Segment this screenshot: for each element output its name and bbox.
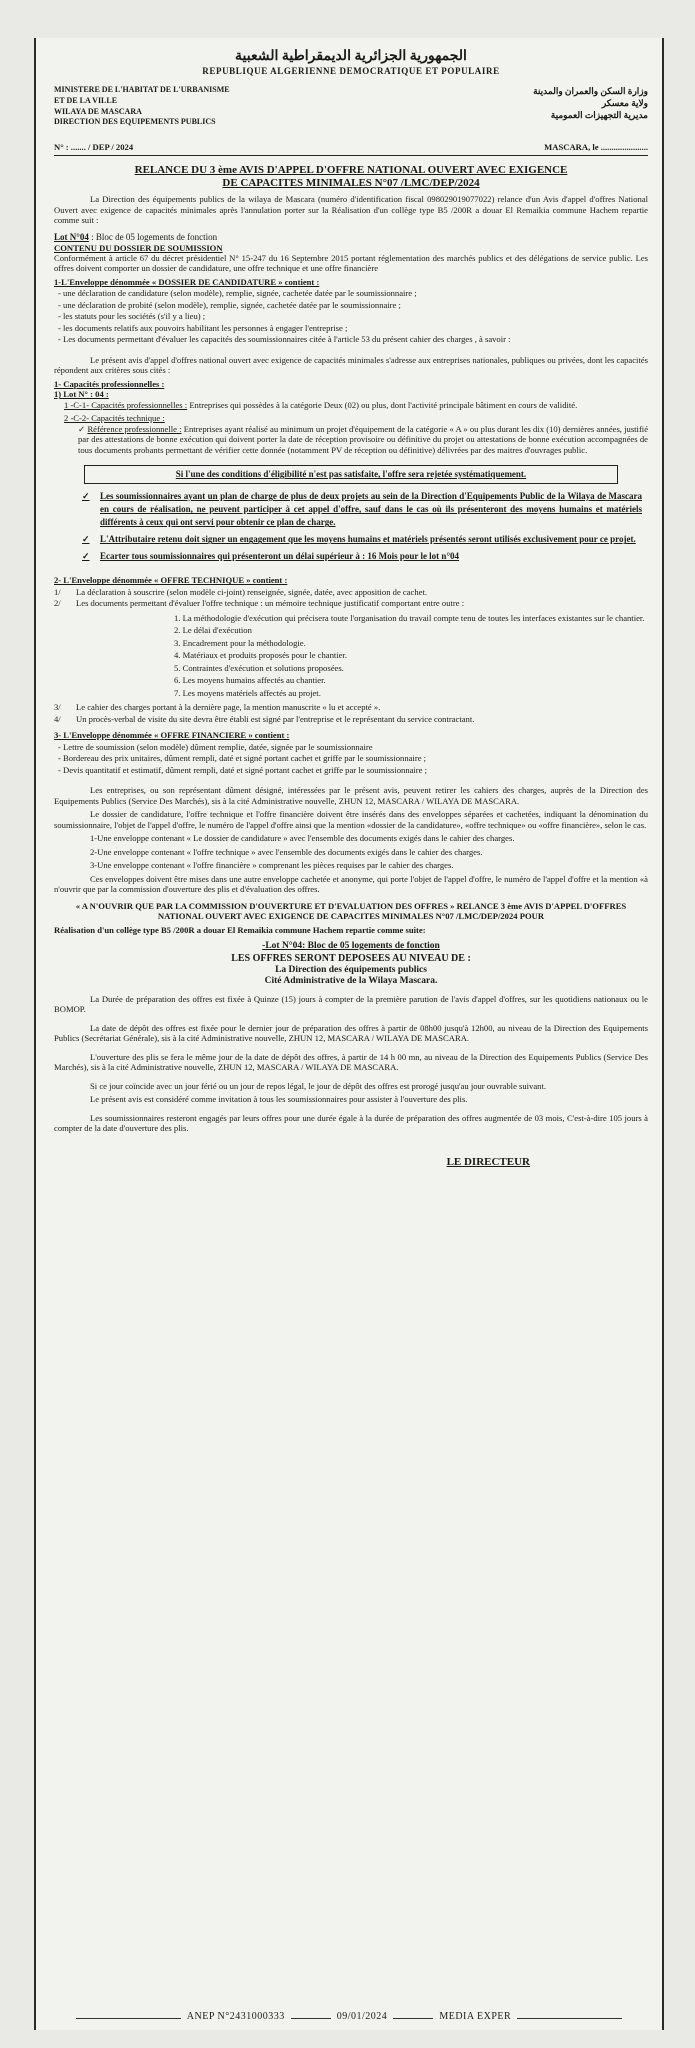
fin-title: 3- L'Enveloppe dénommée « OFFRE FINANCIERE » contient : bbox=[54, 730, 290, 741]
item-number: 4/ bbox=[54, 713, 61, 724]
item-number: 2/ bbox=[54, 598, 61, 609]
signature: LE DIRECTEUR bbox=[446, 1155, 530, 1168]
tech-item bbox=[54, 587, 648, 597]
realisation-line: Réalisation d'un collège type B5 /200R a douar El Remaikia commune Hachem repartie comme suite: bbox=[54, 924, 426, 935]
paragraph: 3-Une enveloppe contenant « l'offre financière » comprenant les pièces requises par le cahier des charges. bbox=[90, 860, 454, 871]
candidature-title: 1-L'Enveloppe dénommée « DOSSIER DE CANDIDATURE » contient : bbox=[54, 276, 320, 287]
item-text: Le cahier des charges portant à la dernière page, la mention manuscrite « lu et accepté ». bbox=[76, 702, 381, 713]
fin-list bbox=[58, 742, 648, 775]
footer bbox=[36, 2011, 662, 2022]
check-icon: ✓ bbox=[82, 551, 90, 562]
cap-pro-text: Entreprises qui possèdes à la catégorie Deux (02) ou plus, dont l'activité principale bâtiment en cours de validité. bbox=[189, 399, 578, 410]
paragraph: La date de dépôt des offres est fixée pour le dernier jour de préparation des offres à partir de 08h00 jusqu'à 12h00, au niveau de la Direction des Equipements Publics (Secrétariat Générale), sis à la cité Administrative nouvelle, ZHUN 12, MASCARA / WILAYA DE MASCARA. bbox=[54, 1022, 648, 1044]
reference-paragraph bbox=[78, 424, 648, 455]
arabic-republic-heading: الجمهورية الجزائرية الديمقراطية الشعبية bbox=[235, 49, 467, 64]
title-line: RELANCE DU 3 ème AVIS D'APPEL D'OFFRE NATIONAL OUVERT AVEC EXIGENCE bbox=[134, 163, 568, 176]
reference-number: N° : ....... / DEP / 2024 bbox=[54, 142, 134, 153]
condition-item bbox=[82, 533, 642, 546]
list-item: 1. La méthodologie d'exécution qui précisera toute l'organisation du travail compte tenu de toutes les interfaces existantes sur le chantier. bbox=[174, 612, 645, 623]
cap-pro-paragraph bbox=[64, 400, 648, 410]
paragraph: Si ce jour coïncide avec un jour férié ou un jour de repos légal, le jour de dépôt des offres est prorogé jusqu'au jour ouvrable suivant. bbox=[90, 1080, 547, 1091]
reference-line bbox=[54, 142, 648, 152]
paragraph: 1-Une enveloppe contenant « Le dossier de candidature » avec l'ensemble des documents exigés dans le cahier des charges. bbox=[90, 833, 515, 844]
list-item: 3. Encadrement pour la méthodologie. bbox=[174, 637, 306, 648]
lot-line bbox=[54, 232, 648, 243]
direction-line: La Direction des équipements publics bbox=[275, 964, 427, 975]
list-item: 5. Contraintes d'exécution et solutions proposées. bbox=[174, 662, 344, 673]
condition-item bbox=[82, 550, 642, 563]
list-item: - Devis quantitatif et estimatif, dûment rempli, daté et signé portant cachet et griffe par le soumissionnaire ; bbox=[58, 765, 648, 775]
item-text: Un procès-verbal de visite du site devra être établi est signé par l'entreprise et le représentant du service contractant. bbox=[76, 713, 475, 724]
reference-text: Entreprises ayant réalisé au minimum un projet d'équipement de la catégorie « A » ou plus durant les dix (10) dernières années, justifié par des attestations de bonne exécution qui doivent porter la date de réception provisoire ou définitive du projet ou attestations de bonne exécution accompagnées de tous documents probants permettant de vérifier cette donnée (notamment PV de réception ou définitive) délivrées par des maitres d'ouvrages public. bbox=[78, 423, 649, 455]
ministry-left bbox=[54, 85, 230, 128]
place-date: MASCARA, le ...................... bbox=[544, 142, 648, 153]
media-name: MEDIA EXPER bbox=[433, 2011, 517, 2022]
list-item: 4. Matériaux et produits proposés pour le chantier. bbox=[174, 650, 348, 661]
commission-heading: « A N'OUVRIR QUE PAR LA COMMISSION D'OUVERTURE ET D'EVALUATION DES OFFRES » RELANCE 3 ème AVIS D'APPEL D'OFFRES NATIONAL OUVERT AVEC EXIGENCE DE CAPACITES MINIMALES N°07 /LMC/DEP/2024 POUR bbox=[75, 900, 627, 922]
paragraph: 2-Une enveloppe contenant « l'offre technique » avec l'ensemble des documents exigés dans le cahier des charges. bbox=[90, 846, 483, 857]
tech-item bbox=[54, 598, 648, 608]
list-item: - une déclaration de candidature (selon modèle), remplie, signée, cachetée datée par le soumissionnaire ; bbox=[58, 288, 648, 298]
tech-title: 2- L'Enveloppe dénommée « OFFRE TECHNIQUE » contient : bbox=[54, 575, 288, 586]
item-number: 1/ bbox=[54, 586, 61, 597]
check-icon: ✓ bbox=[82, 534, 90, 545]
intro-paragraph: La Direction des équipements publics de la wilaya de Mascara (numéro d'identification fiscal 098029019077022) relance d'un Avis d'appel d'offres National Ouvert avec exigence de capacités minimales après l'annulation porter sur la Réalisation d'un collège type B5 /200R a douar El Remaikia commune Hachem repartie comme suit : bbox=[54, 194, 648, 226]
list-item: 7. Les moyens matériels affectés au projet. bbox=[174, 687, 321, 698]
paragraph: Le présent avis est considéré comme invitation à tous les soumissionnaires pour assister à l'ouverture des plis. bbox=[90, 1094, 468, 1105]
list-item: - Bordereau des prix unitaires, dûment rempli, daté et signé portant cachet et griffe par le soumissionnaire ; bbox=[58, 753, 648, 763]
ministry-line: ET DE LA VILLE bbox=[54, 95, 118, 105]
ministry-line: MINISTERE DE L'HABITAT DE L'URBANISME bbox=[54, 85, 230, 95]
list-item: 6. Les moyens humains affectés au chantier. bbox=[174, 675, 326, 686]
tech-item bbox=[54, 714, 648, 724]
tech-item bbox=[54, 702, 648, 712]
paragraph: Les entreprises, ou son représentant dûment désigné, intéressées par le présent avis, peuvent retirer les cahiers des charges, auprès de la Direction des Equipements Publics (Service Des Marchés), sis à la cité Administrative nouvelle, ZHUN 12, MASCARA / WILAYA DE MASCARA. bbox=[54, 785, 648, 806]
list-item: - les documents relatifs aux pouvoirs habilitant les personnes à engager l'entreprise ; bbox=[58, 323, 648, 333]
list-item: - les statuts pour les sociétés (s'il y a lieu) ; bbox=[58, 311, 648, 321]
paragraph: Le dossier de candidature, l'offre technique et l'offre financière doivent être insérés dans des enveloppes séparées et cachetées, indiquant la dénomination du soumissionnaire, l'objet de l'appel d'offre, le numéro de l'appel d'offre ainsi que la mention «dossier de la candidature», «offre technique» ou «offre financière», selon le cas. bbox=[54, 809, 648, 830]
contenu-paragraph: Conformément à article 67 du décret présidentiel N° 15-247 du 16 Septembre 2015 portant réglementation des marchés publics et des délégations de service public. Les offres doivent comporter un dossier de candidature, une offre technique et une offre financière bbox=[54, 253, 648, 274]
deposees-heading: LES OFFRES SERONT DEPOSEES AU NIVEAU DE : bbox=[231, 952, 471, 964]
paragraph: Les soumissionnaires resteront engagés par leurs offres pour une durée égale à la durée de préparation des offres augmentée de 03 mois, C'est-à-dire 105 jours à compter de la date d'ouverture des plis. bbox=[54, 1112, 648, 1134]
paragraph: Ces enveloppes doivent être mises dans une autre enveloppe cachetée et anonyme, qui porte l'objet de l'appel d'offre, le numéro de l'appel d'offre et la mention «à n'ouvrir que par la commission d'ouverture des plis et d'évaluation des offres. bbox=[54, 873, 648, 895]
title-line: DE CAPACITES MINIMALES N°07 /LMC/DEP/2024 bbox=[222, 176, 480, 189]
condition-item bbox=[82, 490, 642, 529]
list-item: 2. Le délai d'exécution bbox=[174, 625, 252, 636]
condition-text: L'Attributaire retenu doit signer un engagement que les moyens humains et matériels présentés seront utilisés exclusivement pour ce projet. bbox=[100, 534, 636, 545]
divider bbox=[54, 155, 648, 156]
ministry-right-arabic bbox=[533, 85, 648, 128]
cite-line: Cité Administrative de la Wilaya Mascara. bbox=[264, 976, 438, 987]
cap-tech-title: 2 -C-2- Capacités technique : bbox=[64, 413, 165, 424]
eligibility-box: Si l'une des conditions d'éligibilité n'est pas satisfaite, l'offre sera rejetée systématiquement. bbox=[84, 465, 618, 484]
list-item: - Lettre de soumission (selon modèle) dûment remplie, datée, signée par le soumissionnaire bbox=[58, 742, 648, 752]
lot-label: Lot N°04 bbox=[54, 231, 89, 242]
item-text: Les documents permettant d'évaluer l'offre technique : un mémoire technique justificatif comportant entre outre : bbox=[76, 598, 465, 609]
arabic-line: ولاية معسكر bbox=[601, 98, 648, 109]
check-icon: ✓ bbox=[82, 491, 90, 502]
notice-title bbox=[54, 164, 648, 190]
condition-text: Les soumissionnaires ayant un plan de charge de plus de deux projets au sein de la Direction d'Equipements Public de la Wilaya de Mascara en cours de réalisation, ne peuvent participer à cet appel d'offre, sauf dans le cas où ils présenteront des moyens humains et matériels différents à ceux qui ont servi pour obtenir ce plan de charge. bbox=[100, 491, 642, 528]
check-icon: ✓ bbox=[78, 423, 88, 434]
footer-date: 09/01/2024 bbox=[331, 2011, 394, 2022]
newspaper-notice bbox=[34, 38, 664, 2030]
anep-number: ANEP N°2431000333 bbox=[181, 2011, 291, 2022]
lot-ref: 1) Lot N° : 04 : bbox=[54, 389, 109, 400]
lot-line-2: -Lot N°04: Bloc de 05 logements de fonction bbox=[262, 941, 440, 951]
ministry-line: WILAYA DE MASCARA bbox=[54, 106, 142, 116]
tech-methodology-list bbox=[174, 613, 648, 698]
item-number: 3/ bbox=[54, 702, 61, 713]
condition-text: Ecarter tous soumissionnaires qui présenteront un délai supérieur à : 16 Mois pour le lot n°04 bbox=[100, 551, 460, 562]
list-item: - une déclaration de probité (selon modèle), remplie, signée, cachetée datée par le soumissionnaire ; bbox=[58, 300, 648, 310]
item-text: La déclaration à souscrire (selon modèle ci-joint) renseignée, signée, datée, avec apposition de cachet. bbox=[76, 586, 427, 597]
avis-paragraph: Le présent avis d'appel d'offres national ouvert avec exigence de capacités minimales s'adresse aux entreprises nationales, publiques ou privées, dont les capacités répondent aux critères sous cités : bbox=[54, 354, 648, 376]
ministry-line: DIRECTION DES EQUIPEMENTS PUBLICS bbox=[54, 117, 216, 127]
candidature-list bbox=[58, 288, 648, 344]
contenu-title: CONTENU DU DOSSIER DE SOUMISSION bbox=[54, 242, 223, 253]
arabic-line: وزارة السكن والعمران والمدينة bbox=[533, 86, 648, 97]
lot-text: : Bloc de 05 logements de fonction bbox=[91, 231, 218, 242]
paragraph: La Durée de préparation des offres est fixée à Quinze (15) jours à compter de la première parution de l'avis d'appel d'offres, sur les quotidiens nationaux ou le BOMOP. bbox=[54, 993, 648, 1015]
reference-label: Référence professionnelle : bbox=[87, 423, 182, 434]
paragraph: L'ouverture des plis se fera le même jour de la date de dépôt des offres, à partir de 14 h 00 mn, au niveau de la Direction des Equipements Publics (Service Des Marchés), sis à la cité Administrative nouvelle, ZHUN 12, MASCARA / WILAYA DE MASCARA. bbox=[54, 1051, 648, 1073]
republic-heading: REPUBLIQUE ALGERIENNE DEMOCRATIQUE ET POPULAIRE bbox=[202, 66, 500, 77]
capacites-title: 1- Capacités professionnelles : bbox=[54, 378, 165, 389]
ministry-header bbox=[54, 85, 648, 128]
cap-pro-label: 1 -C-1- Capacités professionnelles : bbox=[64, 399, 188, 410]
arabic-line: مديرية التجهيزات العمومية bbox=[550, 110, 648, 121]
list-item: - Les documents permettant d'évaluer les capacités des soumissionnaires citée à l'article 53 du présent cahier des charges , à savoir : bbox=[58, 334, 648, 344]
